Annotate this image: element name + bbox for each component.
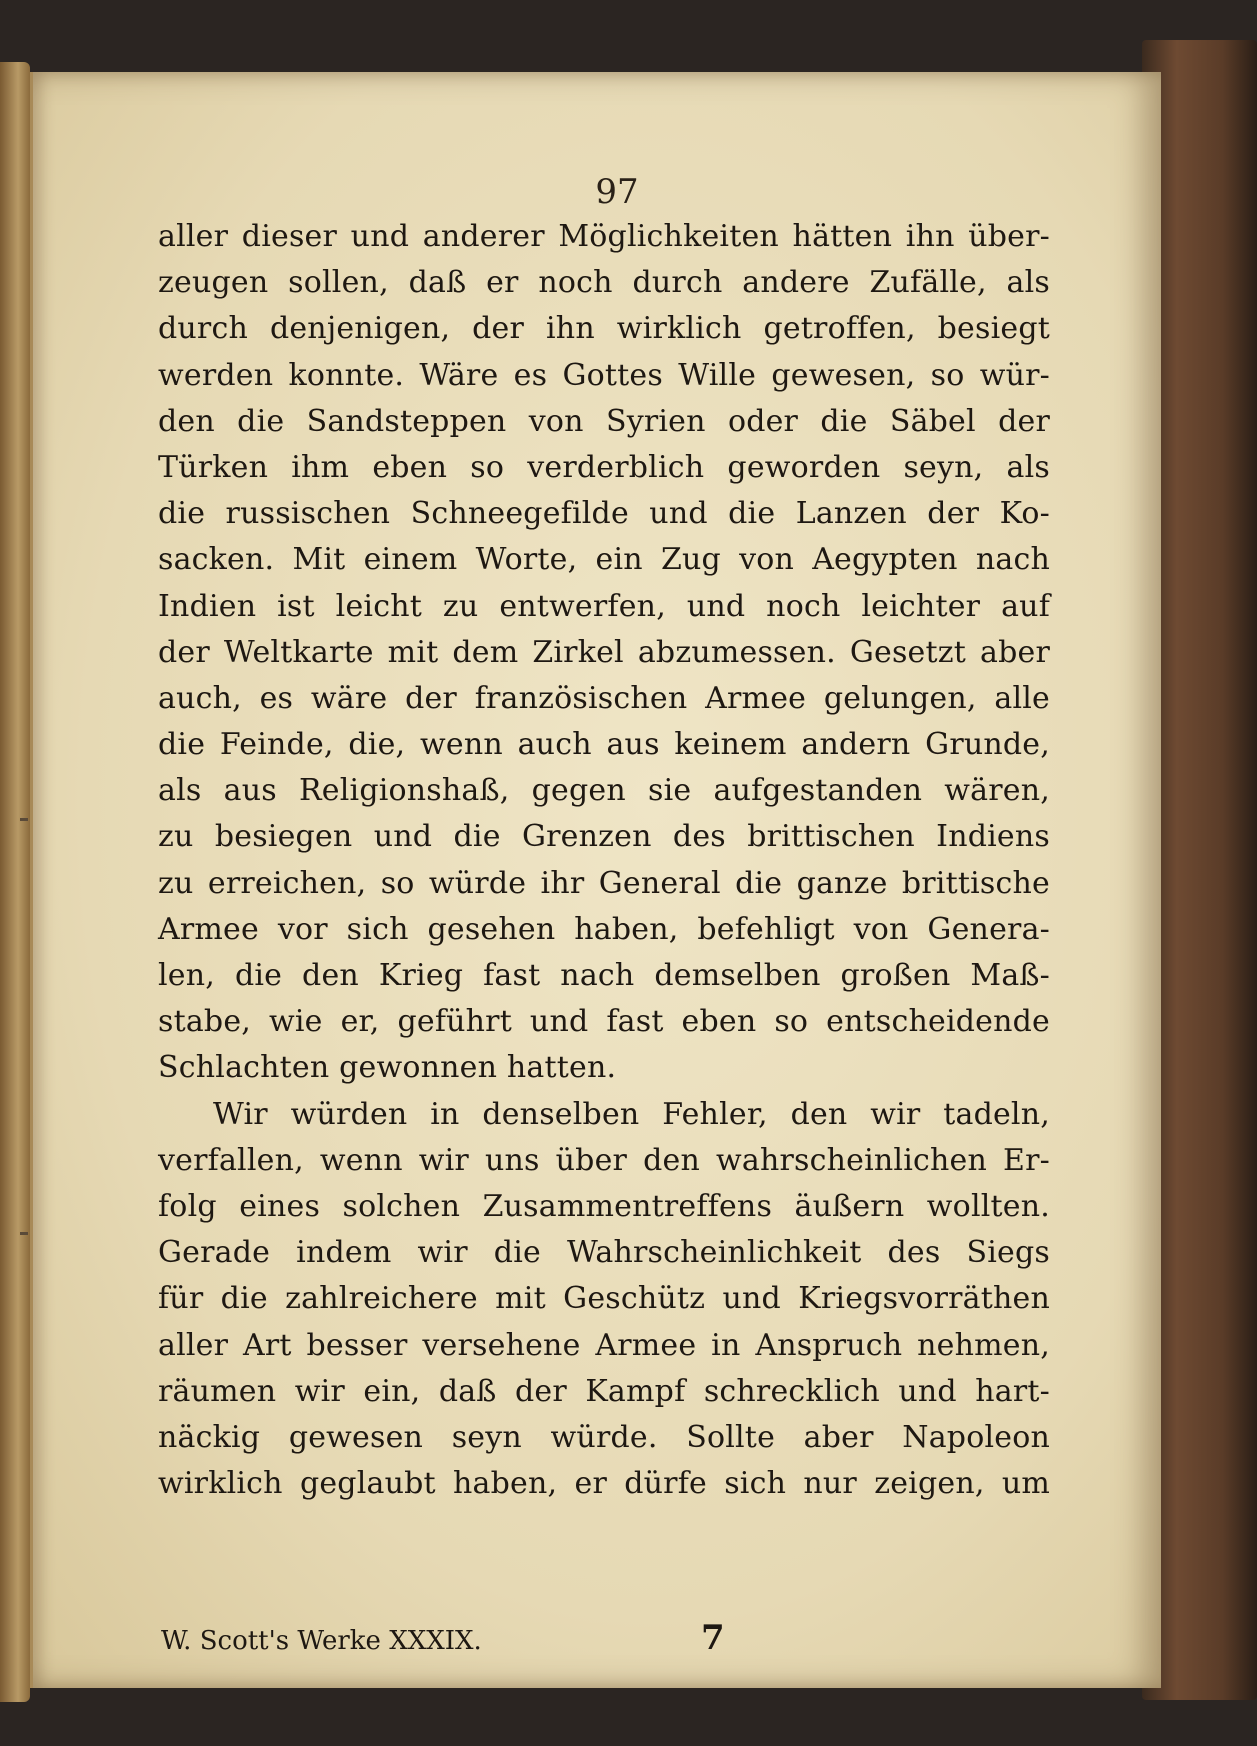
text-line: die russischen Schneegefilde und die Lanzen der Ko- xyxy=(158,496,1050,532)
text-line: Schlachten gewonnen hatten. xyxy=(158,1050,617,1086)
text-line: folg eines solchen Zusammentreffens äußern wollten. xyxy=(158,1188,1050,1224)
text-line: den die Sandsteppen von Syrien oder die Säbel der xyxy=(158,403,1050,439)
text-line: als aus Religionshaß, gegen sie aufgestanden wären, xyxy=(158,773,1050,809)
text-line: zu erreichen, so würde ihr General die ganze brittische xyxy=(158,865,1050,901)
text-line: Indien ist leicht zu entwerfen, und noch leichter auf xyxy=(158,588,1050,624)
text-line: Gerade indem wir die Wahrscheinlichkeit des Siegs xyxy=(158,1235,1050,1271)
printer-signature: W. Scott's Werke XXXIX. xyxy=(161,1626,482,1656)
sheet-number: 7 xyxy=(701,1618,725,1658)
text-line: aller Art besser versehene Armee in Anspruch nehmen, xyxy=(158,1327,1050,1363)
page-footer xyxy=(161,1618,1053,1668)
text-line: Armee vor sich gesehen haben, befehligt von Genera- xyxy=(158,911,1050,947)
text-line: auch, es wäre der französischen Armee gelungen, alle xyxy=(158,680,1050,716)
text-line: durch denjenigen, der ihn wirklich getroffen, besiegt xyxy=(158,311,1050,347)
text-line: sacken. Mit einem Worte, ein Zug von Aegypten nach xyxy=(158,542,1050,578)
margin-mark xyxy=(20,818,28,821)
left-page-edge xyxy=(0,62,30,1702)
body-text xyxy=(158,214,1050,1507)
text-line: aller dieser und anderer Möglichkeiten hätten ihn über- xyxy=(158,219,1050,254)
text-line: wirklich geglaubt haben, er dürfe sich nur zeigen, um xyxy=(158,1466,1050,1502)
text-line: stabe, wie er, geführt und fast eben so entscheidende xyxy=(158,1004,1050,1040)
text-line: der Weltkarte mit dem Zirkel abzumessen. Gesetzt aber xyxy=(158,634,1050,670)
page-number: 97 xyxy=(595,172,639,212)
text-line: verfallen, wenn wir uns über den wahrscheinlichen Er- xyxy=(158,1142,1050,1178)
text-line: werden konnte. Wäre es Gottes Wille gewesen, so wür- xyxy=(158,357,1050,393)
paragraph-2 xyxy=(158,1092,1050,1508)
text-line: zeugen sollen, daß er noch durch andere Zufälle, als xyxy=(158,265,1050,301)
text-line: len, die den Krieg fast nach demselben großen Maß- xyxy=(158,958,1050,993)
paragraph-1 xyxy=(158,214,1050,1092)
text-line: räumen wir ein, daß der Kampf schrecklich und hart- xyxy=(158,1373,1050,1409)
text-line: Wir würden in denselben Fehler, den wir tadeln, xyxy=(213,1096,1050,1132)
text-line: für die zahlreichere mit Geschütz und Kriegsvorräthen xyxy=(158,1281,1050,1317)
text-line: Türken ihm eben so verderblich geworden seyn, als xyxy=(158,449,1050,485)
text-line: zu besiegen und die Grenzen des brittischen Indiens xyxy=(158,819,1050,855)
margin-mark xyxy=(20,1232,28,1235)
text-line: die Feinde, die, wenn auch aus keinem andern Grunde, xyxy=(158,727,1050,763)
book-page xyxy=(30,72,1161,1688)
text-line: näckig gewesen seyn würde. Sollte aber Napoleon xyxy=(158,1419,1050,1455)
